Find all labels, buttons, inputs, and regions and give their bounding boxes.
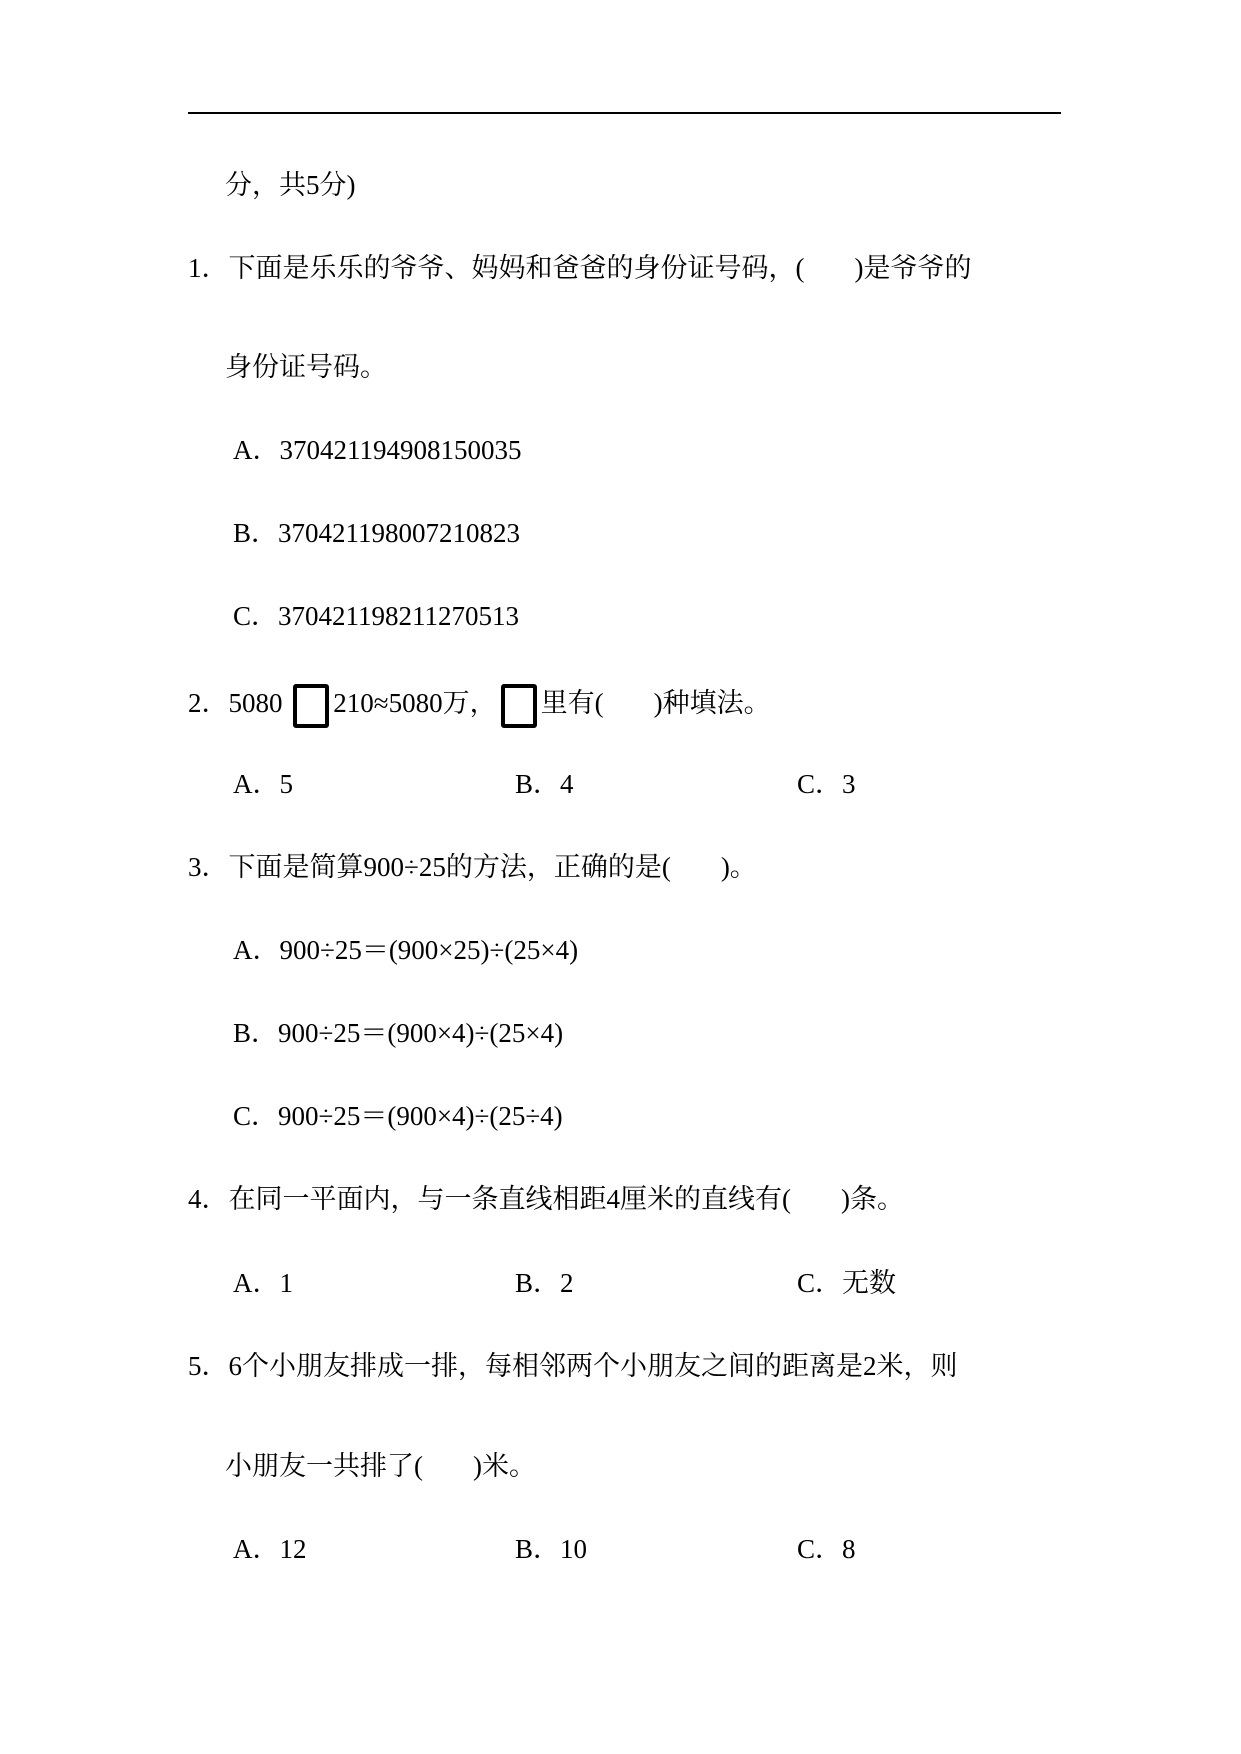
section-header-continuation: 分，共5分) (225, 170, 356, 200)
question-3 (188, 851, 757, 883)
question-number: 5． (188, 1351, 229, 1381)
question-text: )米。 (473, 1451, 536, 1481)
option-c[interactable]: C．370421198211270513 (233, 601, 520, 631)
question-1-continuation: 身份证号码。 (225, 352, 387, 382)
question-number: 1． (188, 253, 229, 283)
option-c[interactable]: C．900÷25＝(900×4)÷(25÷4) (233, 1101, 563, 1131)
question-text: 6个小朋友排成一排，每相邻两个小朋友之间的距离是2米，则 (228, 1351, 958, 1381)
option-b[interactable]: B．900÷25＝(900×4)÷(25×4) (233, 1018, 564, 1048)
blank-box (501, 684, 537, 728)
option-a[interactable]: A．5 (233, 769, 293, 799)
option-c[interactable]: C．无数 (797, 1268, 897, 1298)
option-a[interactable]: A．12 (233, 1534, 307, 1564)
question-2 (188, 684, 771, 728)
question-number: 2． (188, 688, 229, 719)
question-5 (188, 1350, 958, 1382)
question-text: 下面是乐乐的爷爷、妈妈和爸爸的身份证号码，( (228, 253, 805, 283)
question-text: 在同一平面内，与一条直线相距4厘米的直线有( (228, 1184, 791, 1214)
option-a[interactable]: A．370421194908150035 (233, 435, 522, 465)
question-text: 小朋友一共排了( (225, 1451, 423, 1481)
header-rule (188, 112, 1061, 114)
option-a[interactable]: A．900÷25＝(900×25)÷(25×4) (233, 935, 579, 965)
option-c[interactable]: C．8 (797, 1534, 856, 1564)
question-text: 210≈5080万， (333, 688, 497, 719)
question-text: )是爷爷的 (854, 253, 972, 283)
option-c[interactable]: C．3 (797, 769, 856, 799)
question-text: )条。 (841, 1184, 904, 1214)
question-text: )种填法。 (653, 688, 771, 719)
option-b[interactable]: B．370421198007210823 (233, 518, 521, 548)
question-5-continuation (225, 1450, 536, 1482)
question-text: 下面是简算900÷25的方法，正确的是( (228, 852, 671, 882)
option-a[interactable]: A．1 (233, 1268, 293, 1298)
option-b[interactable]: B．4 (515, 769, 574, 799)
option-b[interactable]: B．10 (515, 1534, 588, 1564)
blank-box (293, 684, 329, 728)
question-text: 里有( (540, 688, 604, 719)
question-4 (188, 1183, 904, 1215)
question-1 (188, 252, 972, 284)
question-number: 3． (188, 852, 229, 882)
question-text: 5080 (228, 688, 283, 719)
option-b[interactable]: B．2 (515, 1268, 574, 1298)
question-text: )。 (720, 852, 757, 882)
question-number: 4． (188, 1184, 229, 1214)
